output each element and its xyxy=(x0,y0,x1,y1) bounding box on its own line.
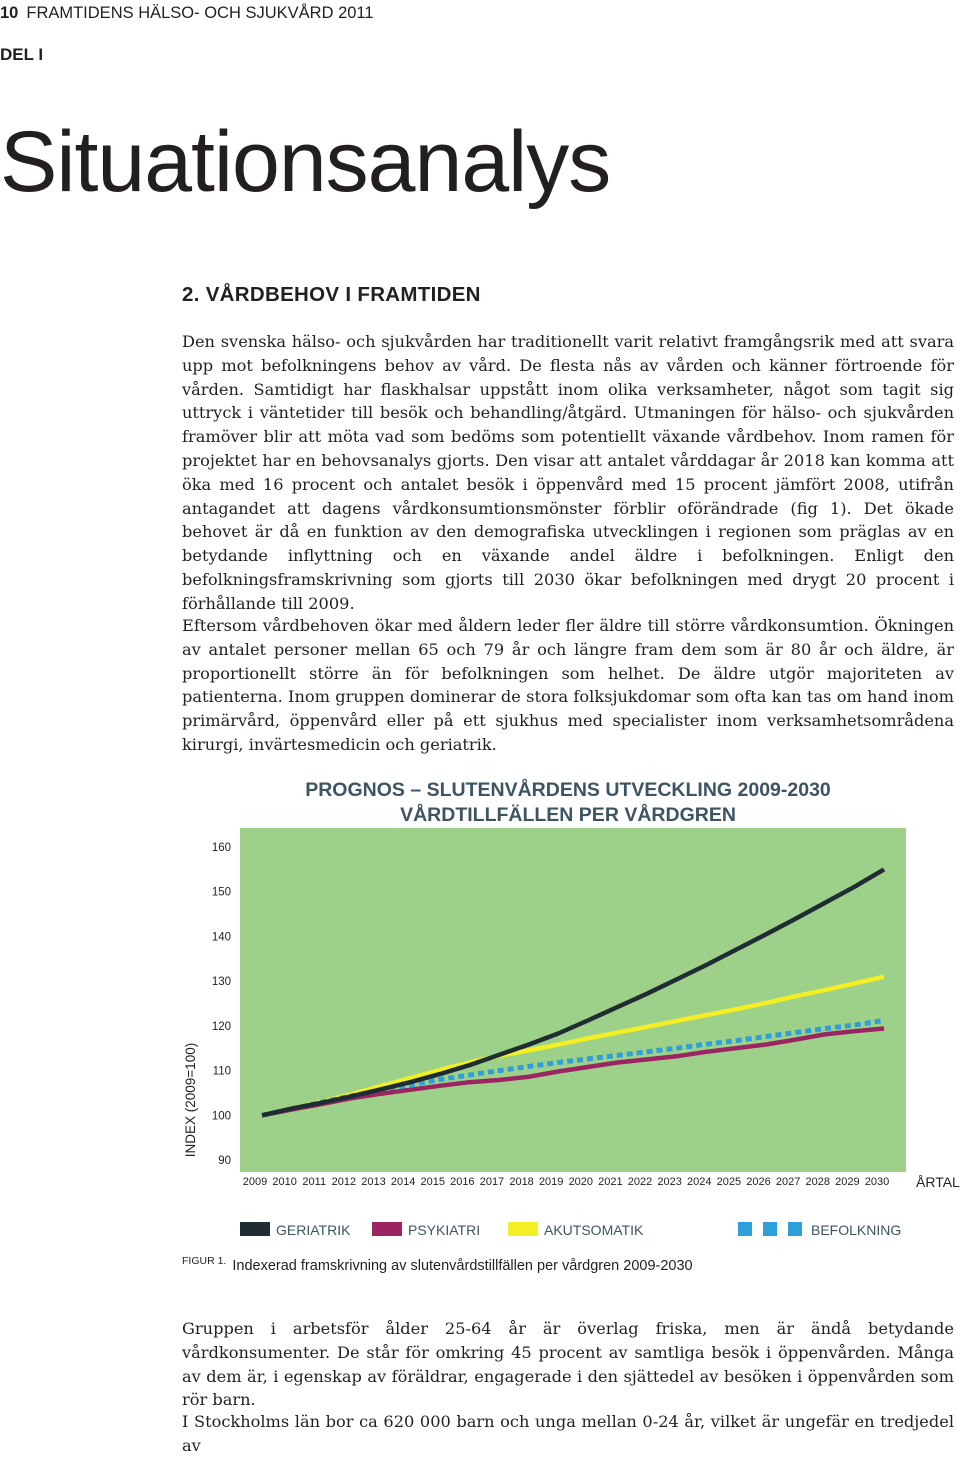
x-axis-label: ÅRTAL xyxy=(916,1174,960,1190)
body-paragraph-1: Den svenska hälso- och sjukvården har traditionellt varit relativt framgångsrik med att svara upp mot befolkningens behov av vård. De flesta nås av vården och känner förtroende för vården. Samtidigt har flaskhalsar uppstått inom olika verksamheter, något som tagit sig uttryck i väntetider till besök och behandling/åtgärd. Utmaningen för hälso- och sjukvården framöver blir att möta vad som bedöms som potentiellt växande vårdbehov. Inom ramen för projektet har en behovsanalys gjorts. Den visar att antalet vårddagar år 2018 kan komma att öka med 16 procent och antalet besök i öppenvård med 15 procent jämfört 2008, utifrån antagandet att dagens vårdkonsumtionsmönster förblir oförändrade (fig 1). Det ökade behovet är då en funktion av den demografiska utvecklingen i regionen som präglas av en betydande inflyttning och en växande andel äldre i befolkningen. Enligt den befolkningsframskrivning som gjorts till 2030 ökar befolkningen med drygt 20 procent i förhållande till 2009. xyxy=(182,332,954,613)
y-tick-label: 150 xyxy=(211,886,231,899)
legend-label-geriatrik: GERIATRIK xyxy=(276,1222,351,1238)
x-tick-label: 2023 xyxy=(657,1176,682,1188)
chart-legend xyxy=(240,1222,901,1238)
x-tick-label: 2013 xyxy=(361,1176,386,1188)
x-tick-label: 2012 xyxy=(331,1176,357,1188)
y-tick-label: 160 xyxy=(211,842,231,854)
figure-caption xyxy=(182,1255,693,1274)
y-tick-label: 110 xyxy=(212,1065,231,1078)
y-tick-label: 90 xyxy=(218,1155,231,1167)
x-tick-label: 2022 xyxy=(627,1176,653,1188)
y-axis-label: INDEX (2009=100) xyxy=(183,1042,198,1158)
chart-title: PROGNOS – SLUTENVÅRDENS UTVECKLING 2009-2030 xyxy=(305,779,831,801)
x-tick-label: 2016 xyxy=(450,1176,475,1188)
section-heading: 2. VÅRDBEHOV I FRAMTIDEN xyxy=(182,283,481,306)
x-tick-label: 2027 xyxy=(775,1176,801,1188)
x-tick-label: 2015 xyxy=(420,1176,445,1188)
x-tick-label: 2025 xyxy=(716,1176,742,1188)
x-tick-label: 2009 xyxy=(242,1176,268,1188)
y-tick-label: 140 xyxy=(211,931,231,944)
x-tick-label: 2024 xyxy=(687,1176,712,1188)
body-paragraph-3: Gruppen i arbetsför ålder 25-64 år är överlag friska, men är ändå betydande vårdkonsumenter. De står för omkring 45 procent av samtliga besök i öppenvården. Många av dem är, i egenskap av föräldrar, engagerade i den sjättedel av besöken i öppenvården som rör barn. xyxy=(182,1319,954,1410)
legend-swatch-befolkning xyxy=(763,1222,777,1236)
legend-label-akutsomatik: AKUTSOMATIK xyxy=(544,1222,644,1238)
x-tick-label: 2014 xyxy=(390,1176,416,1188)
x-tick-label: 2018 xyxy=(509,1176,534,1188)
chart-subtitle: VÅRDTILLFÄLLEN PER VÅRDGREN xyxy=(400,804,736,826)
x-tick-labels xyxy=(243,1176,889,1188)
figure-label: FIGUR 1. xyxy=(182,1255,227,1267)
legend-swatch-akutsomatik xyxy=(508,1222,538,1236)
plot-area xyxy=(240,828,906,1172)
page-number: 10 xyxy=(0,4,19,22)
legend-swatch-psykiatri xyxy=(372,1222,402,1236)
body-paragraph-4: I Stockholms län bor ca 620 000 barn och unga mellan 0-24 år, vilket är ungefär en tredjedel av xyxy=(182,1412,954,1455)
chart-figure xyxy=(0,770,960,1250)
legend-swatch-befolkning xyxy=(738,1222,752,1236)
y-tick-labels xyxy=(212,842,231,1167)
x-tick-label: 2019 xyxy=(538,1176,564,1188)
y-tick-label: 130 xyxy=(211,976,231,989)
legend-swatch-geriatrik xyxy=(240,1222,270,1236)
x-tick-label: 2017 xyxy=(479,1176,505,1188)
y-tick-label: 100 xyxy=(211,1110,231,1123)
body-paragraph-2: Eftersom vårdbehoven ökar med åldern leder fler äldre till större vårdkonsumtion. Ökningen av antalet personer mellan 65 och 79 år och längre fram dem som är 80 år och äldre, är proportionellt större än för befolkningen som helhet. De äldre utgör majoriteten av patienterna. Inom gruppen dominerar de stora folksjukdomar som ofta kan tas om hand inom primärvård, öppenvård eller på ett sjukhus med specialister inom verksamhetsområdena kirurgi, invärtesmedicin och geriatrik. xyxy=(182,616,954,754)
running-header xyxy=(0,4,374,23)
legend-label-befolkning: BEFOLKNING xyxy=(811,1222,902,1238)
x-tick-label: 2021 xyxy=(598,1176,623,1188)
page-title: Situationsanalys xyxy=(0,114,611,210)
x-tick-label: 2030 xyxy=(864,1176,890,1188)
legend-swatch-befolkning xyxy=(788,1222,802,1236)
figure-caption-text: Indexerad framskrivning av slutenvårdstillfällen per vårdgren 2009-2030 xyxy=(232,1258,693,1274)
x-tick-label: 2010 xyxy=(272,1176,297,1188)
part-label: DEL I xyxy=(0,45,44,64)
y-tick-label: 120 xyxy=(211,1020,231,1033)
x-tick-label: 2028 xyxy=(805,1176,831,1188)
x-tick-label: 2020 xyxy=(568,1176,594,1188)
x-tick-label: 2026 xyxy=(746,1176,771,1188)
running-title: FRAMTIDENS HÄLSO- OCH SJUKVÅRD 2011 xyxy=(26,4,374,22)
legend-label-psykiatri: PSYKIATRI xyxy=(408,1222,481,1238)
x-tick-label: 2029 xyxy=(835,1176,860,1188)
x-tick-label: 2011 xyxy=(302,1176,327,1188)
